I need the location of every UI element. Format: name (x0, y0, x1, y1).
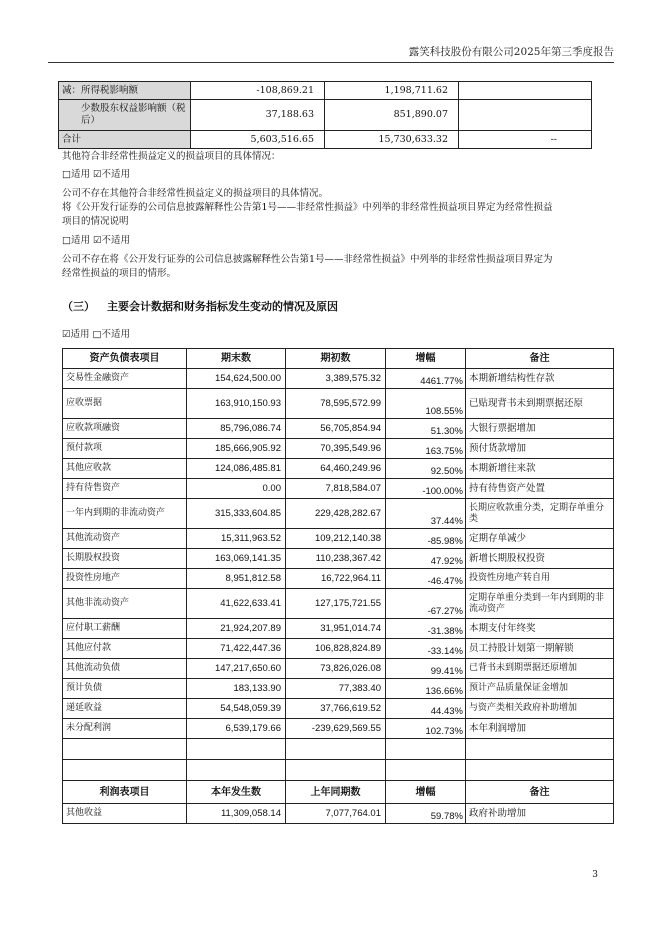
note-cell: 预计产品质量保证金增加 (466, 679, 614, 699)
item-cell: 其他流动负债 (63, 659, 187, 679)
row-label: 少数股东权益影响额（税后） (59, 100, 191, 131)
begin-value-cell: -239,629,569.55 (286, 719, 386, 739)
end-value-cell: 163,069,141.35 (187, 549, 286, 569)
end-value-cell: 71,422,447.36 (187, 639, 286, 659)
begin-value-cell: 37,766,619.52 (286, 699, 386, 719)
change-cell: -46.47% (386, 569, 466, 589)
begin-value-cell: 77,383.40 (286, 679, 386, 699)
empty-row (63, 739, 614, 760)
note-cell: 预付货款增加 (466, 439, 614, 459)
table-row (63, 499, 614, 529)
end-value-cell: 6,539,179.66 (187, 719, 286, 739)
table-row (63, 589, 614, 619)
change-cell: 102.73% (386, 719, 466, 739)
item-cell: 一年内到期的非流动资产 (63, 499, 187, 529)
item-cell: 应收票据 (63, 389, 187, 419)
end-value-cell: 21,924,207.89 (187, 619, 286, 639)
begin-value-cell: 127,175,721.55 (286, 589, 386, 619)
current-value-cell: 11,309,058.14 (187, 804, 286, 824)
item-cell: 其他非流动资产 (63, 589, 187, 619)
note-cell: 持有待售资产处置 (466, 479, 614, 499)
column-header: 本年发生数 (187, 781, 286, 804)
table-row (63, 439, 614, 459)
table-row (63, 569, 614, 589)
row-label: 减：所得税影响额 (59, 82, 191, 100)
table-row (63, 679, 614, 699)
table-row (63, 459, 614, 479)
change-cell: 99.41% (386, 659, 466, 679)
empty-cell (63, 739, 187, 760)
end-value-cell: 8,951,812.58 (187, 569, 286, 589)
end-value-cell: 315,333,604.85 (187, 499, 286, 529)
prior-cell: 15,730,633.32 (325, 131, 459, 149)
non-recurring-summary-table (58, 81, 592, 149)
item-cell: 应收款项融资 (63, 419, 187, 439)
table-row (63, 389, 614, 419)
report-header: 露笑科技股份有限公司2025年第三季度报告 (408, 46, 614, 58)
prior-cell: 1,198,711.62 (325, 82, 459, 100)
paragraph: 公司不存在其他符合非经常性损益定义的损益项目的具体情况。 (62, 188, 329, 199)
table-row (63, 699, 614, 719)
empty-cell (466, 739, 614, 760)
end-value-cell: 185,666,905.92 (187, 439, 286, 459)
amount-cell: -108,869.21 (191, 82, 325, 100)
table-header-row (63, 349, 614, 369)
change-cell: 44.43% (386, 699, 466, 719)
note-cell: 员工持股计划第一期解锁 (466, 639, 614, 659)
end-value-cell: 85,796,086.74 (187, 419, 286, 439)
applicability-checkbox: ☑适用 □不适用 (62, 329, 131, 340)
item-cell: 预付款项 (63, 439, 187, 459)
section-title: 主要会计数据和财务指标发生变动的情况及原因 (107, 300, 338, 313)
item-cell: 其他应付款 (63, 639, 187, 659)
begin-value-cell: 56,705,854.94 (286, 419, 386, 439)
note-cell: 本年利润增加 (466, 719, 614, 739)
note-cell: 投资性房地产转自用 (466, 569, 614, 589)
begin-value-cell: 7,818,584.07 (286, 479, 386, 499)
begin-value-cell: 78,595,572.99 (286, 389, 386, 419)
empty-cell (286, 760, 386, 781)
page-number: 3 (592, 870, 598, 880)
begin-value-cell: 3,389,575.32 (286, 369, 386, 389)
end-value-cell: 15,311,963.52 (187, 529, 286, 549)
table-row (59, 100, 592, 131)
change-cell: 108.55% (386, 389, 466, 419)
note-cell: 长期应收款重分类，定期存单重分类 (466, 499, 614, 529)
note-cell (459, 100, 592, 131)
end-value-cell: 154,624,500.00 (187, 369, 286, 389)
change-cell: -31.38% (386, 619, 466, 639)
table-row (63, 369, 614, 389)
note-cell: 已贴现背书未到期票据还原 (466, 389, 614, 419)
paragraph: 其他符合非经常性损益定义的损益项目的具体情况： (62, 151, 281, 162)
note-cell: 定期存单减少 (466, 529, 614, 549)
empty-cell (63, 760, 187, 781)
note-cell: 大银行票据增加 (466, 419, 614, 439)
item-cell: 交易性金融资产 (63, 369, 187, 389)
item-cell: 投资性房地产 (63, 569, 187, 589)
column-header: 增幅 (386, 349, 466, 369)
table-header-row (63, 781, 614, 804)
change-cell: 37.44% (386, 499, 466, 529)
paragraph: 经常性损益的项目的情形。 (62, 268, 177, 279)
note-cell: -- (459, 131, 592, 149)
change-cell: 136.66% (386, 679, 466, 699)
column-header: 上年同期数 (286, 781, 386, 804)
table-row (59, 82, 592, 100)
column-header: 备注 (466, 349, 614, 369)
item-cell: 其他流动资产 (63, 529, 187, 549)
end-value-cell: 163,910,150.93 (187, 389, 286, 419)
empty-cell (187, 739, 286, 760)
empty-cell (386, 760, 466, 781)
change-cell: -33.14% (386, 639, 466, 659)
change-cell: -85.98% (386, 529, 466, 549)
section-heading (62, 298, 338, 314)
change-cell: 51.30% (386, 419, 466, 439)
note-cell: 政府补助增加 (466, 804, 614, 824)
note-cell: 与资产类相关政府补助增加 (466, 699, 614, 719)
table-row (63, 619, 614, 639)
prior-cell: 851,890.07 (325, 100, 459, 131)
note-cell: 已背书未到期票据还原增加 (466, 659, 614, 679)
change-cell: -67.27% (386, 589, 466, 619)
section-number: （三） (62, 300, 95, 313)
begin-value-cell: 64,460,249.96 (286, 459, 386, 479)
item-cell: 预计负债 (63, 679, 187, 699)
change-cell: 4461.77% (386, 369, 466, 389)
end-value-cell: 147,217,650.60 (187, 659, 286, 679)
end-value-cell: 0.00 (187, 479, 286, 499)
prior-value-cell: 7,077,764.01 (286, 804, 386, 824)
item-cell: 长期股权投资 (63, 549, 187, 569)
empty-cell (386, 739, 466, 760)
begin-value-cell: 16,722,964.11 (286, 569, 386, 589)
table-row (63, 419, 614, 439)
table-row (59, 131, 592, 149)
empty-row (63, 760, 614, 781)
note-cell: 新增长期股权投资 (466, 549, 614, 569)
begin-value-cell: 31,951,014.74 (286, 619, 386, 639)
empty-cell (466, 760, 614, 781)
note-cell (459, 82, 592, 100)
item-cell: 未分配利润 (63, 719, 187, 739)
paragraph: 项目的情况说明 (62, 216, 129, 227)
begin-value-cell: 73,826,026.08 (286, 659, 386, 679)
note-cell: 定期存单重分类到一年内到期的非流动资产 (466, 589, 614, 619)
begin-value-cell: 110,238,367.42 (286, 549, 386, 569)
paragraph: 公司不存在将《公开发行证券的公司信息披露解释性公告第1号——非经常性损益》中列举的非经常性损益项目界定为 (62, 254, 553, 265)
begin-value-cell: 109,212,140.38 (286, 529, 386, 549)
item-cell: 应付职工薪酬 (63, 619, 187, 639)
change-cell: 92.50% (386, 459, 466, 479)
note-cell: 本期新增结构性存款 (466, 369, 614, 389)
column-header: 资产负债表项目 (63, 349, 187, 369)
table-row (63, 804, 614, 824)
row-label: 合计 (59, 131, 191, 149)
column-header: 利润表项目 (63, 781, 187, 804)
table-row (63, 659, 614, 679)
item-cell: 其他收益 (63, 804, 187, 824)
item-cell: 递延收益 (63, 699, 187, 719)
column-header: 增幅 (386, 781, 466, 804)
applicability-checkbox: □适用 ☑不适用 (62, 235, 131, 246)
item-cell: 其他应收款 (63, 459, 187, 479)
end-value-cell: 183,133.90 (187, 679, 286, 699)
empty-cell (187, 760, 286, 781)
column-header: 备注 (466, 781, 614, 804)
table-row (63, 549, 614, 569)
change-cell: 163.75% (386, 439, 466, 459)
empty-cell (286, 739, 386, 760)
begin-value-cell: 229,428,282.67 (286, 499, 386, 529)
table-row (63, 479, 614, 499)
header-rule (48, 62, 614, 63)
end-value-cell: 54,548,059.39 (187, 699, 286, 719)
note-cell: 本期新增往来款 (466, 459, 614, 479)
item-cell: 持有待售资产 (63, 479, 187, 499)
table-row (63, 639, 614, 659)
paragraph: 将《公开发行证券的公司信息披露解释性公告第1号——非经常性损益》中列举的非经常性损益项目界定为经常性损益 (62, 202, 553, 213)
begin-value-cell: 70,395,549.96 (286, 439, 386, 459)
end-value-cell: 41,622,633.41 (187, 589, 286, 619)
change-cell: -100.00% (386, 479, 466, 499)
column-header: 期末数 (187, 349, 286, 369)
applicability-checkbox: □适用 ☑不适用 (62, 169, 131, 180)
end-value-cell: 124,086,485.81 (187, 459, 286, 479)
table-row (63, 529, 614, 549)
begin-value-cell: 106,828,824.89 (286, 639, 386, 659)
table-row (63, 719, 614, 739)
changes-table (62, 348, 614, 824)
amount-cell: 37,188.63 (191, 100, 325, 131)
column-header: 期初数 (286, 349, 386, 369)
note-cell: 本期支付年终奖 (466, 619, 614, 639)
change-cell: 47.92% (386, 549, 466, 569)
change-cell: 59.78% (386, 804, 466, 824)
amount-cell: 5,603,516.65 (191, 131, 325, 149)
